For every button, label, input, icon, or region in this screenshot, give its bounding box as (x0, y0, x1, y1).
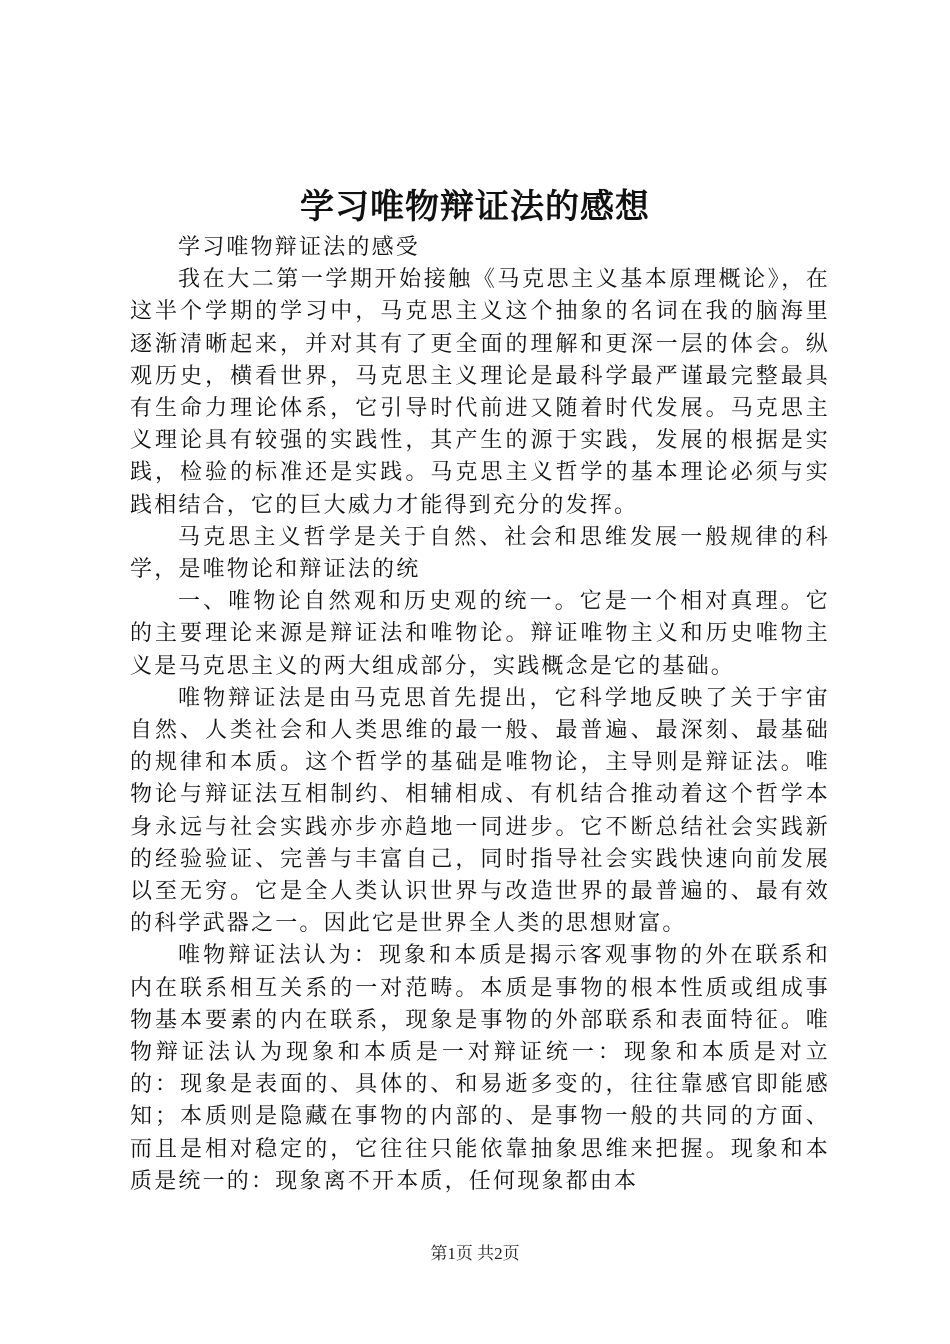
paragraph-subtitle: 学习唯物辩证法的感受 (178, 235, 421, 260)
document-title: 学习唯物辩证法的感想 (300, 187, 650, 227)
paragraph: 我在大二第一学期开始接触《马克思主义基本原理概论》，在这半个学期的学习中，马克思主义这个抽象的名词在我的脑海里逐渐清晰起来，并对其有了更全面的理解和更深一层的体会。纵观历史，横看世界，马克思主义理论是最科学最严谨最完整最具有生命力理论体系，它引导时代前进又随着时代发展。马克思主义理论具有较强的实践性，其产生的源于实践，发展的根据是实践，检验的标准还是实践。马克思主义哲学的基本理论必须与实践相结合，它的巨大威力才能得到充分的发挥。 (130, 267, 830, 518)
document-body (130, 232, 830, 1198)
paragraph: 一、唯物论自然观和历史观的统一。它是一个相对真理。它的主要理论来源是辩证法和唯物论。辩证唯物主义和历史唯物主义是马克思主义的两大组成部分，实践概念是它的基础。 (130, 589, 830, 679)
page-number-footer: 第1页 共2页 (430, 1244, 520, 1263)
paragraph: 唯物辩证法是由马克思首先提出，它科学地反映了关于宇宙自然、人类社会和人类思维的最一般、最普遍、最深刻、最基础的规律和本质。这个哲学的基础是唯物论，主导则是辩证法。唯物论与辩证法互相制约、相辅相成、有机结合推动着这个哲学本身永远与社会实践亦步亦趋地一同进步。它不断总结社会实践新的经验验证、完善与丰富自己，同时指导社会实践快速向前发展以至无穷。它是全人类认识世界与改造世界的最普遍的、最有效的科学武器之一。因此它是世界全人类的思想财富。 (130, 685, 830, 937)
paragraph: 马克思主义哲学是关于自然、社会和思维发展一般规律的科学，是唯物论和辩证法的统 (130, 524, 830, 583)
paragraph: 唯物辩证法认为：现象和本质是揭示客观事物的外在联系和内在联系相互关系的一对范畴。本质是事物的根本性质或组成事物基本要素的内在联系，现象是事物的外部联系和表面特征。唯物辩证法认为现象和本质是一对辩证统一：现象和本质是对立的：现象是表面的、具体的、和易逝多变的，往往靠感官即能感知；本质则是隐藏在事物的内部的、是事物一般的共同的方面、而且是相对稳定的，它往往只能依靠抽象思维来把握。现象和本质是统一的：现象离不开本质，任何现象都由本 (130, 943, 830, 1194)
